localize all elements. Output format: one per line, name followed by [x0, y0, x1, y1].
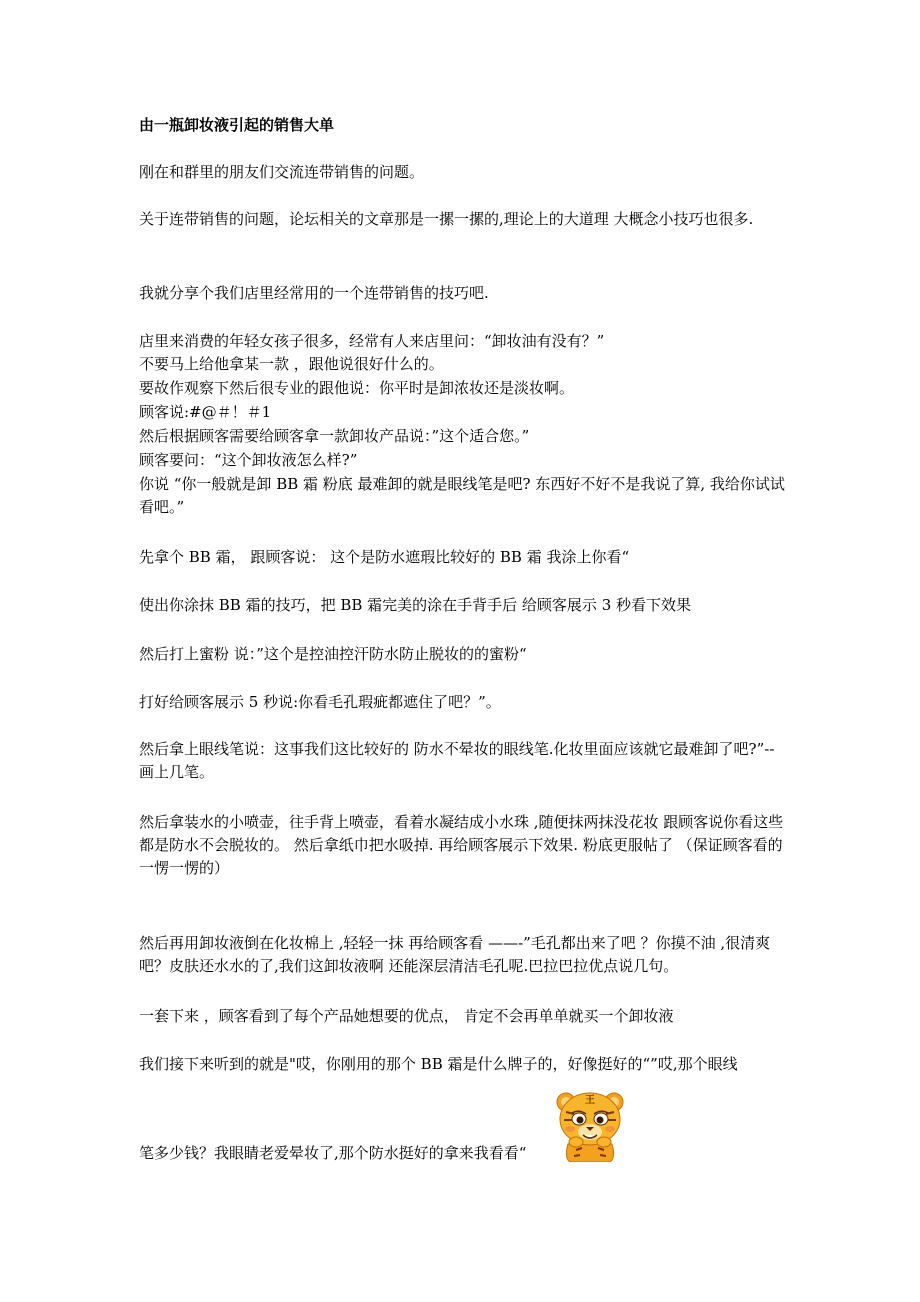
paragraph-14: 笔多少钱？我眼睛老爱晕妆了,那个防水挺好的拿来我看看“	[139, 1144, 527, 1162]
paragraph-4-line-6: 顾客要问：“这个卸妆液怎么样?”	[139, 451, 358, 469]
tiger-forehead-mark: 王	[585, 1095, 595, 1106]
tiger-emoticon-icon	[554, 1086, 626, 1162]
paragraph-5: 先拿个 BB 霜， 跟顾客说： 这个是防水遮瑕比较好的 BB 霜 我涂上你看“	[139, 548, 630, 566]
paragraph-11: 然后再用卸妆液倒在化妆棉上 ,轻轻一抹 再给顾客看 ——-”毛孔都出来了吧 ？你摸不油 ,很清爽吧？皮肤还水水的了,我们这卸妆液啊 还能深层清洁毛孔呢.巴拉巴拉优点说几句。	[139, 934, 771, 975]
paragraph-1: 刚在和群里的朋友们交流连带销售的问题。	[139, 163, 425, 181]
paragraph-2: 关于连带销售的问题，论坛相关的文章那是一摞一摞的,理论上的大道理 大概念小技巧也很多.	[139, 210, 754, 228]
paragraph-4-line-5: 然后根据顾客需要给顾客拿一款卸妆产品说：”这个适合您。”	[139, 427, 530, 445]
paragraph-3: 我就分享个我们店里经常用的一个连带销售的技巧吧.	[139, 284, 489, 302]
paragraph-8: 打好给顾客展示 5 秒说:你看毛孔瑕疵都遮住了吧？”。	[139, 693, 501, 711]
paragraph-4-line-4: 顾客说:#@＃！＃1	[139, 403, 272, 421]
paragraph-12: 一套下来 ，顾客看到了每个产品她想要的优点， 肯定不会再单单就买一个卸妆液	[139, 1007, 674, 1025]
paragraph-6: 使出你涂抹 BB 霜的技巧，把 BB 霜完美的涂在手背手后 给顾客展示 3 秒看下效果	[139, 596, 692, 614]
paragraph-13: 我们接下来听到的就是"哎，你刚用的那个 BB 霜是什么牌子的，好像挺好的“”哎,那个眼线	[139, 1055, 738, 1073]
paragraph-4-line-7: 你说 “你一般就是卸 BB 霜 粉底 最难卸的就是眼线笔是吧? 东西好不好不是我说了算, 我给你试试看吧。”	[139, 475, 785, 516]
paragraph-4-line-3: 要故作观察下然后很专业的跟他说：你平时是卸浓妆还是淡妆啊。	[139, 379, 575, 397]
article-title: 由一瓶卸妆液引起的销售大单	[139, 116, 335, 134]
paragraph-7: 然后打上蜜粉 说：”这个是控油控汗防水防止脱妆的的蜜粉“	[139, 645, 527, 663]
paragraph-9: 然后拿上眼线笔说：这事我们这比较好的 防水不晕妆的眼线笔.化妆里面应该就它最难卸了吧?”--画上几笔。	[139, 740, 775, 781]
paragraph-10: 然后拿装水的小喷壶，往手背上喷壶，看着水凝结成小水珠 ,随便抹两抹没花妆 跟顾客说你看这些都是防水不会脱妆的。 然后拿纸巾把水吸掉. 再给顾客展示下效果. 粉底更服帖了 （保证顾客看的一愣一愣的）	[139, 813, 784, 877]
paragraph-4-line-1: 店里来消费的年轻女孩子很多，经常有人来店里问：“卸妆油有没有？”	[139, 332, 605, 350]
paragraph-4-line-2: 不要马上给他拿某一款 ，跟他说很好什么的。	[139, 355, 444, 373]
